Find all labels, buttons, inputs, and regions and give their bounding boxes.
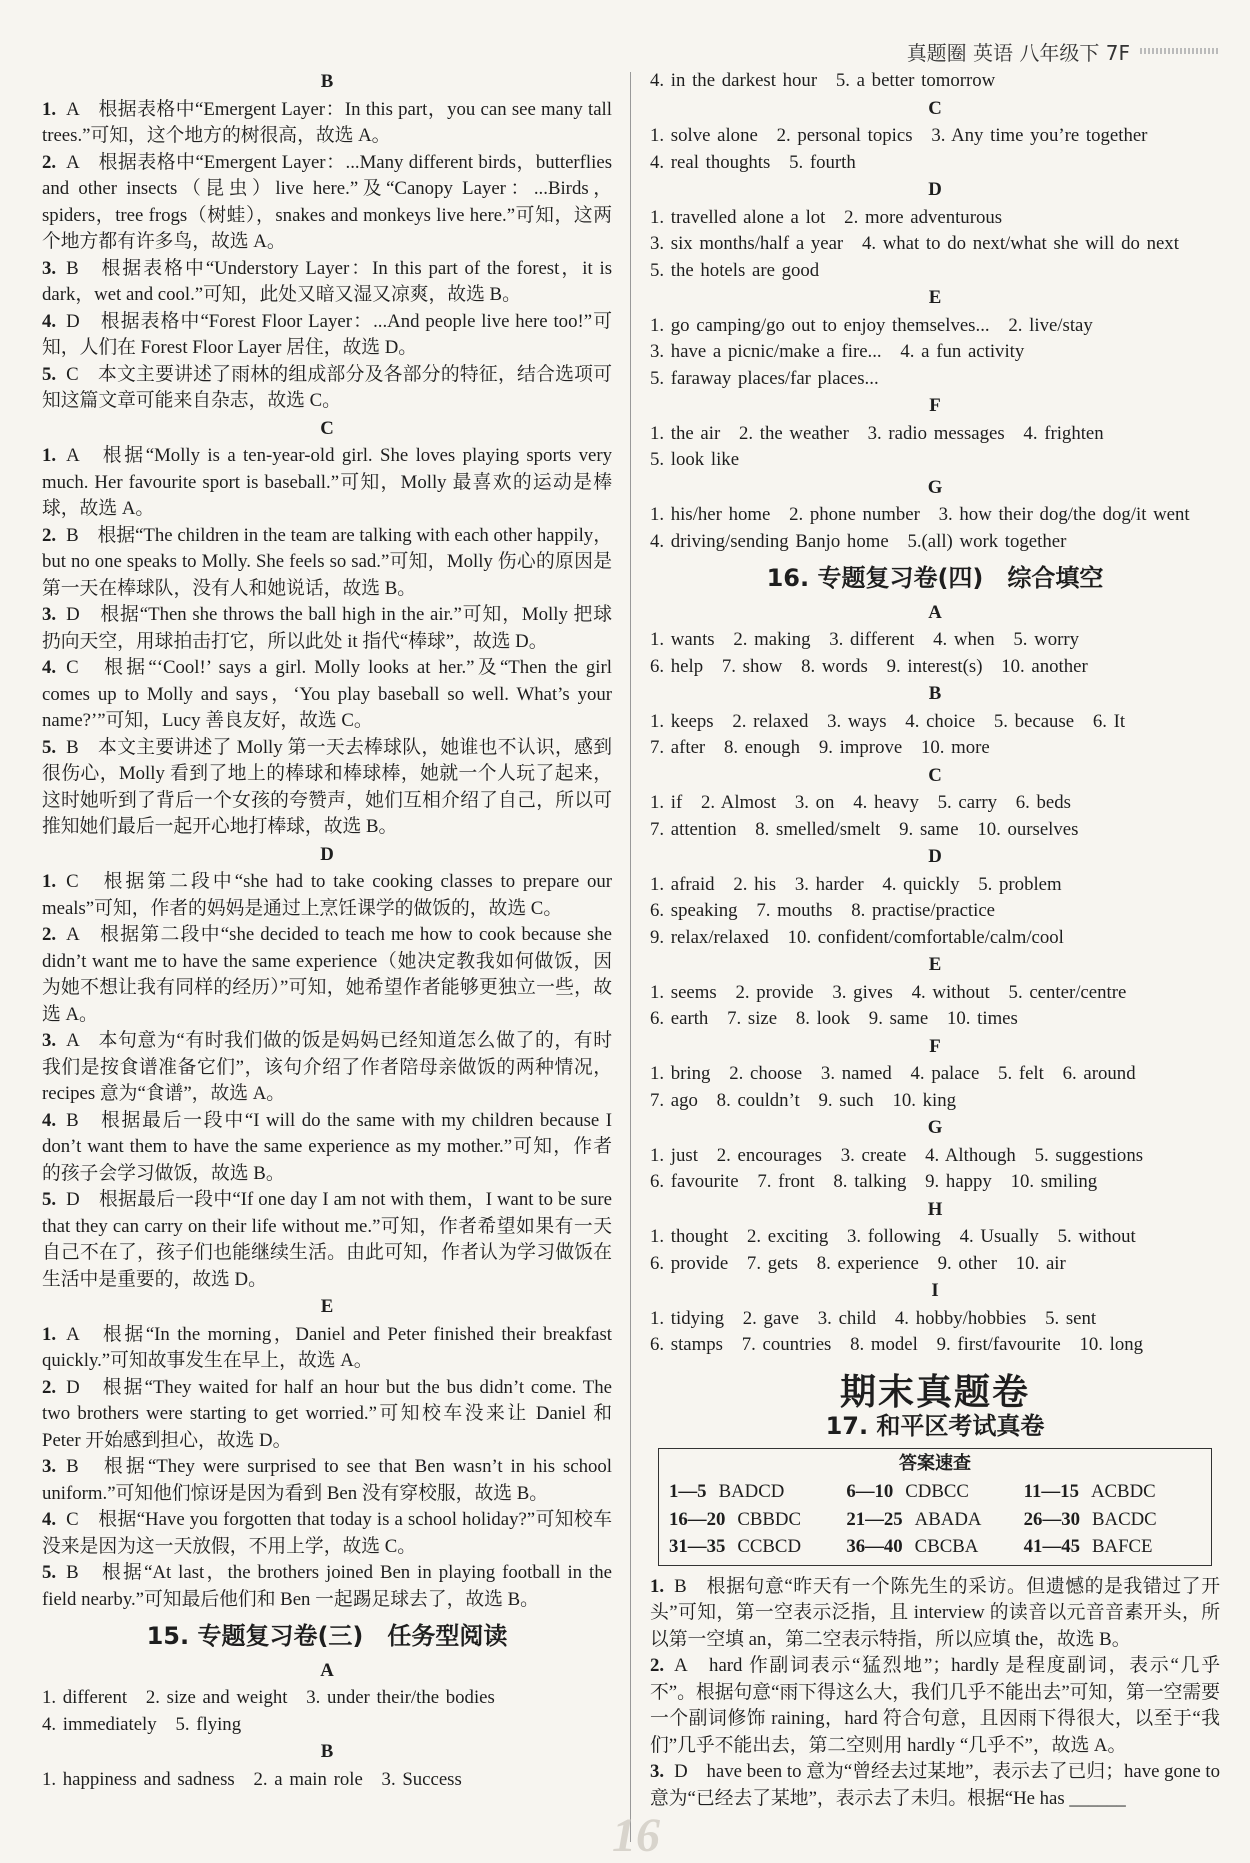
answer-cell: [1024, 1507, 1201, 1534]
item-number: 5.: [42, 736, 57, 758]
item-text: A 根据表格中“Emergent Layer：...Many different birds，butterflies and other insects（昆虫）live here.”及“Canopy Layer：...Birds，spiders，tree frogs（树蛙），snakes and monkeys live here.”可知，这两个地方都有许多鸟，故选 A。: [42, 151, 612, 252]
item-text: B 根据“They were surprised to see that Ben wasn’t in his school uniform.”可知他们惊讶是因为看到 Ben 没有穿校服，故选 B。: [42, 1456, 612, 1504]
answer-item: [42, 655, 612, 735]
item-number: 1.: [42, 871, 57, 892]
answer-line: 4. driving/sending Banjo home 5.(all) work together: [650, 530, 1067, 552]
answer-line: 6. provide 7. gets 8. experience 9. other 10. air: [650, 1252, 1066, 1274]
item-number: 3.: [42, 1030, 57, 1051]
answer-line: 1. bring 2. choose 3. named 4. palace 5. felt 6. around: [650, 1063, 1136, 1084]
item-number: 3.: [650, 1761, 665, 1782]
answer-lines: [650, 627, 1220, 680]
answer-line: 9. relax/relaxed 10. confident/comfortable/calm/cool: [650, 926, 1064, 948]
answer-item: [42, 256, 612, 309]
answer-line: 1. happiness and sadness 2. a main role 3. Success: [42, 1768, 462, 1790]
answer-lines: [650, 1061, 1220, 1114]
answer-lines: [650, 1224, 1220, 1277]
item-number: 2.: [42, 151, 57, 173]
answer-line: 3. six months/half a year 4. what to do next/what she will do next: [650, 233, 1179, 254]
page-header: [907, 36, 1220, 66]
answer-line: 4. real thoughts 5. fourth: [650, 151, 856, 173]
section-title: 17. 和平区考试真卷: [825, 1412, 1045, 1440]
section-label: B: [320, 71, 334, 92]
answer-letters: CBCBA: [914, 1536, 979, 1557]
item-text: D have been to 意为“曾经去过某地”，表示去了已归；have gone to 意为“已经去了某地”，表示去了未归。根据“He has ______: [650, 1761, 1220, 1809]
answer-cell: [846, 1507, 1023, 1534]
answer-lines: [650, 502, 1220, 555]
answer-line: 3. have a picnic/make a fire... 4. a fun activity: [650, 341, 1025, 362]
answer-lines: [650, 709, 1220, 762]
section-label: A: [320, 1659, 334, 1681]
section-label: F: [929, 395, 941, 416]
item-text: A 根据“In the morning，Daniel and Peter finished their breakfast quickly.”可知故事发生在早上，故选 A。: [42, 1323, 612, 1371]
section-label: G: [927, 476, 943, 498]
item-text: C 根据“Have you forgotten that today is a school holiday?”可知校车没来是因为这一天放假，不用上学，故选 C。: [42, 1509, 612, 1557]
right-column: [650, 68, 1220, 1812]
answer-line: 1. different 2. size and weight 3. under their/the bodies: [42, 1687, 495, 1708]
section-label: E: [928, 287, 942, 308]
item-text: D 根据表格中“Forest Floor Layer：...And people live here too!”可知，人们在 Forest Floor Layer 居住，故选 D。: [42, 310, 612, 358]
answer-range: 16—20: [669, 1508, 726, 1530]
item-number: 5.: [42, 363, 57, 385]
answer-item: [42, 1108, 612, 1188]
answer-lines: [650, 872, 1220, 952]
answer-line: 1. wants 2. making 3. different 4. when 5. worry: [650, 629, 1080, 650]
section-label: E: [928, 954, 942, 975]
item-text: C 本文主要讲述了雨林的组成部分及各部分的特征，结合选项可知这篇文章可能来自杂志，故选 C。: [42, 363, 612, 411]
answer-item: [42, 309, 612, 362]
section-label: H: [927, 1198, 943, 1220]
answer-line: 1. just 2. encourages 3. create 4. Although 5. suggestions: [650, 1144, 1144, 1166]
answer-line: 1. the air 2. the weather 3. radio messages 4. frighten: [650, 422, 1104, 444]
answer-lines: [650, 790, 1220, 843]
section-label: D: [928, 846, 942, 867]
section-label: A: [928, 601, 942, 623]
answer-item: [42, 1028, 612, 1108]
answer-item: [42, 523, 612, 603]
answer-letters: BAFCE: [1092, 1536, 1153, 1557]
answer-lines: [42, 1685, 612, 1738]
answer-item: [42, 1375, 612, 1455]
item-number: 2.: [42, 1376, 57, 1398]
item-number: 3.: [42, 257, 57, 279]
answer-line: 7. attention 8. smelled/smelt 9. same 10. ourselves: [650, 818, 1079, 840]
item-number: 4.: [42, 1109, 57, 1131]
section-label: D: [928, 179, 942, 200]
answer-line: 1. travelled alone a lot 2. more adventurous: [650, 206, 1003, 228]
answer-letters: ACBDC: [1090, 1481, 1156, 1502]
answer-list: [42, 97, 612, 415]
answer-line: 1. keeps 2. relaxed 3. ways 4. choice 5. because 6. It: [650, 710, 1126, 732]
answer-letters: BACDC: [1092, 1508, 1157, 1530]
item-number: 4.: [42, 657, 57, 678]
answer-line: 6. stamps 7. countries 8. model 9. first/favourite 10. long: [650, 1334, 1144, 1355]
section-label: I: [931, 1280, 939, 1301]
answer-line: 1. his/her home 2. phone number 3. how their dog/the dog/it went: [650, 504, 1190, 525]
answer-cell: [846, 1479, 1023, 1506]
answer-letters: CDBCC: [905, 1481, 969, 1502]
item-number: 2.: [650, 1655, 665, 1676]
header-text: 真题圈 英语 八年级下 7F: [906, 40, 1130, 65]
item-text: B 根据最后一段中“I will do the same with my children because I don’t want them to have the same experience as my mother.”可知，作者的孩子会学习做饭，故选 B。: [42, 1109, 612, 1184]
answer-lines: [650, 1143, 1220, 1196]
answer-line: 1. afraid 2. his 3. harder 4. quickly 5. problem: [650, 873, 1062, 895]
item-number: 1.: [42, 1323, 57, 1345]
item-text: A 本句意为“有时我们做的饭是妈妈已经知道怎么做了的，有时我们是按食谱准备它们”，该句介绍了作者陪母亲做饭的两种情况，recipes 意为“食谱”，故选 A。: [42, 1030, 612, 1104]
answer-line: 5. the hotels are good: [650, 259, 820, 281]
answer-lines: [42, 1767, 612, 1794]
answer-item: [650, 1574, 1220, 1654]
answer-range: 31—35: [669, 1536, 726, 1557]
box-title: 答案速查: [899, 1452, 971, 1474]
answer-line: 6. help 7. show 8. words 9. interest(s) 10. another: [650, 655, 1088, 677]
answer-item: [650, 1759, 1220, 1812]
final-exam-title: 期末真题卷: [839, 1370, 1030, 1413]
item-text: D 根据“They waited for half an hour but the bus didn’t come. The two brothers were starting to get worried.”可知校车没来让 Daniel 和 Peter 开始感到担心，故选 D。: [42, 1376, 612, 1451]
answer-item: [42, 1507, 612, 1560]
answer-line: 6. speaking 7. mouths 8. practise/practice: [650, 900, 996, 921]
answer-line: 1. tidying 2. gave 3. child 4. hobby/hobbies 5. sent: [650, 1307, 1097, 1329]
item-number: 4.: [42, 310, 57, 332]
answer-list: [650, 1574, 1220, 1813]
answer-item: [650, 1653, 1220, 1759]
item-number: 5.: [42, 1562, 57, 1583]
item-number: 2.: [42, 524, 57, 546]
item-number: 1.: [650, 1575, 665, 1597]
item-text: A hard 作副词表示“猛烈地”；hardly 是程度副词，表示“几乎不”。根据句意“雨下得这么大，我们几乎不能出去”可知，第一空需要一个副词修饰 raining，hard 符合句意，且因雨下得很大，以至于“我们”几乎不能出去，第二空则用 hardly “几乎不”，故选 A。: [650, 1655, 1220, 1756]
column-divider: [630, 72, 631, 1842]
answer-lines: [650, 205, 1220, 285]
item-text: B 根据句意“昨天有一个陈先生的采访。但遗憾的是我错过了开头”可知，第一空表示泛指，且 interview 的读音以元音音素开头，所以第一空填 an，第二空表示特指，所以应填 the，故选 B。: [650, 1575, 1220, 1650]
answer-line: 1. thought 2. exciting 3. following 4. Usually 5. without: [650, 1226, 1136, 1247]
answer-item: [42, 1454, 612, 1507]
answer-line: 1. solve alone 2. personal topics 3. Any time you’re together: [650, 125, 1148, 146]
answer-range: 26—30: [1023, 1508, 1080, 1530]
section-label: D: [320, 843, 334, 865]
answer-item: [42, 1187, 612, 1293]
section-label: E: [320, 1296, 334, 1317]
answer-item: [42, 362, 612, 415]
header-rule: [1140, 48, 1220, 54]
section-label: C: [928, 97, 942, 119]
answer-letters: ABADA: [914, 1508, 982, 1530]
answer-item: [42, 1560, 612, 1613]
answer-lines: [650, 123, 1220, 176]
answer-lines: [650, 313, 1220, 393]
answer-line: 7. ago 8. couldn’t 9. such 10. king: [650, 1089, 957, 1111]
item-number: 3.: [42, 1456, 57, 1477]
answer-line: 6. favourite 7. front 8. talking 9. happy 10. smiling: [650, 1171, 1098, 1192]
answer-item: [42, 602, 612, 655]
answer-range: 36—40: [846, 1536, 903, 1557]
answer-item: [42, 443, 612, 523]
section-title: 16. 专题复习卷(四) 综合填空: [766, 564, 1104, 592]
section-label: G: [927, 1117, 943, 1138]
answer-item: [42, 1322, 612, 1375]
item-text: A 根据表格中“Emergent Layer：In this part，you can see many tall trees.”可知，这个地方的树很高，故选 A。: [42, 98, 612, 146]
answer-line: 7. after 8. enough 9. improve 10. more: [650, 737, 990, 758]
section-label: C: [320, 417, 334, 439]
answer-item: [42, 97, 612, 150]
item-text: C 根据“‘Cool!’ says a girl. Molly looks at her.”及“Then the girl comes up to Molly and says，‘You play baseball so well. What’s your name?’”可知，Lucy 善良友好，故选 C。: [42, 657, 612, 731]
item-number: 5.: [42, 1189, 57, 1210]
item-number: 1.: [42, 98, 57, 120]
answer-letters: BADCD: [718, 1481, 785, 1502]
answer-range: 11—15: [1023, 1481, 1079, 1502]
answer-range: 6—10: [846, 1481, 894, 1502]
answer-list: [42, 1322, 612, 1614]
section-label: F: [929, 1035, 941, 1057]
answer-line: 5. look like: [650, 449, 740, 470]
section-title: 15. 专题复习卷(三) 任务型阅读: [146, 1622, 508, 1650]
answer-line: 1. seems 2. provide 3. gives 4. without 5. center/centre: [650, 981, 1127, 1003]
answer-cell: [1024, 1479, 1201, 1506]
answer-lines: [650, 980, 1220, 1033]
answer-letters: CBBDC: [737, 1508, 802, 1530]
answer-grid: [669, 1479, 1201, 1561]
section-label: B: [928, 683, 942, 704]
answer-line: 5. faraway places/far places...: [650, 367, 879, 389]
page-number: 16: [612, 1809, 660, 1862]
answer-item: [42, 735, 612, 841]
item-number: 1.: [42, 445, 57, 466]
answer-line: 1. if 2. Almost 3. on 4. heavy 5. carry 6. beds: [650, 792, 1071, 813]
item-number: 4.: [42, 1509, 57, 1530]
answer-item: [42, 150, 612, 256]
answer-range: 41—45: [1023, 1536, 1080, 1557]
item-text: A 根据第二段中“she decided to teach me how to cook because she didn’t want me to have the same experience（她决定教我如何做饭，因为她不想让我有同样的经历）”可知，她希望作者能够更独立一些，故选 A。: [42, 924, 612, 1025]
answer-quick-check-box: [658, 1448, 1212, 1566]
item-number: 2.: [42, 924, 57, 945]
section-label: B: [320, 1741, 334, 1762]
answer-lines: [650, 1306, 1220, 1359]
answer-list: [42, 869, 612, 1293]
answer-line: 4. immediately 5. flying: [42, 1713, 242, 1735]
item-text: A 根据“Molly is a ten-year-old girl. She loves playing sports very much. Her favourite sport is baseball.”可知，Molly 最喜欢的运动是棒球，故选 A。: [42, 445, 612, 519]
item-text: C 根据第二段中“she had to take cooking classes to prepare our meals”可知，作者的妈妈是通过上烹饪课学的做饭的，故选 C。: [42, 871, 612, 919]
answer-cell: [846, 1534, 1023, 1561]
answer-cell: [1024, 1534, 1201, 1561]
answer-cell: [669, 1534, 846, 1561]
answer-item: [42, 869, 612, 922]
item-text: D 根据最后一段中“If one day I am not with them，I want to be sure that they can carry on their life without me.”可知，作者希望如果有一天自己不在了，孩子们也能继续生活。由此可知，作者认为学习做饭在生活中是重要的，故选 D。: [42, 1189, 612, 1290]
item-number: 3.: [42, 604, 57, 625]
item-text: B 根据表格中“Understory Layer：In this part of the forest，it is dark，wet and cool.”可知，此处又暗又湿又凉爽，故选 B。: [42, 257, 612, 305]
item-text: B 根据“The children in the team are talking with each other happily，but no one speaks to Molly. She feels so sad.”可知，Molly 伤心的原因是第一天在棒球队，没有人和她说话，故选 B。: [42, 524, 612, 599]
section-label: C: [928, 764, 942, 786]
answer-line: 6. earth 7. size 8. look 9. same 10. times: [650, 1008, 1018, 1029]
answer-list: [42, 443, 612, 841]
answer-cell: [669, 1507, 846, 1534]
item-text: B 根据“At last，the brothers joined Ben in playing football in the field nearby.”可知最后他们和 Ben 一起踢足球去了，故选 B。: [42, 1562, 612, 1610]
answer-lines: [650, 68, 1220, 95]
left-column: [42, 68, 612, 1793]
answer-lines: [650, 421, 1220, 474]
answer-item: [42, 922, 612, 1028]
answer-cell: [669, 1479, 846, 1506]
item-text: B 本文主要讲述了 Molly 第一天去棒球队，她谁也不认识，感到很伤心，Molly 看到了地上的棒球和棒球棒，她就一个人玩了起来，这时她听到了背后一个女孩的夸赞声，她们互相介绍了自己，所以可推知她们最后一起开心地打棒球，故选 B。: [42, 736, 612, 837]
answer-range: 1—5: [669, 1481, 707, 1502]
answer-letters: CCBCD: [737, 1536, 802, 1557]
answer-line: 1. go camping/go out to enjoy themselves... 2. live/stay: [650, 314, 1093, 336]
answer-range: 21—25: [846, 1508, 903, 1530]
item-text: D 根据“Then she throws the ball high in the air.”可知，Molly 把球扔向天空，用球拍击打它，所以此处 it 指代“棒球”，故选 D。: [42, 604, 612, 652]
answer-line: 4. in the darkest hour 5. a better tomorrow: [650, 70, 996, 91]
